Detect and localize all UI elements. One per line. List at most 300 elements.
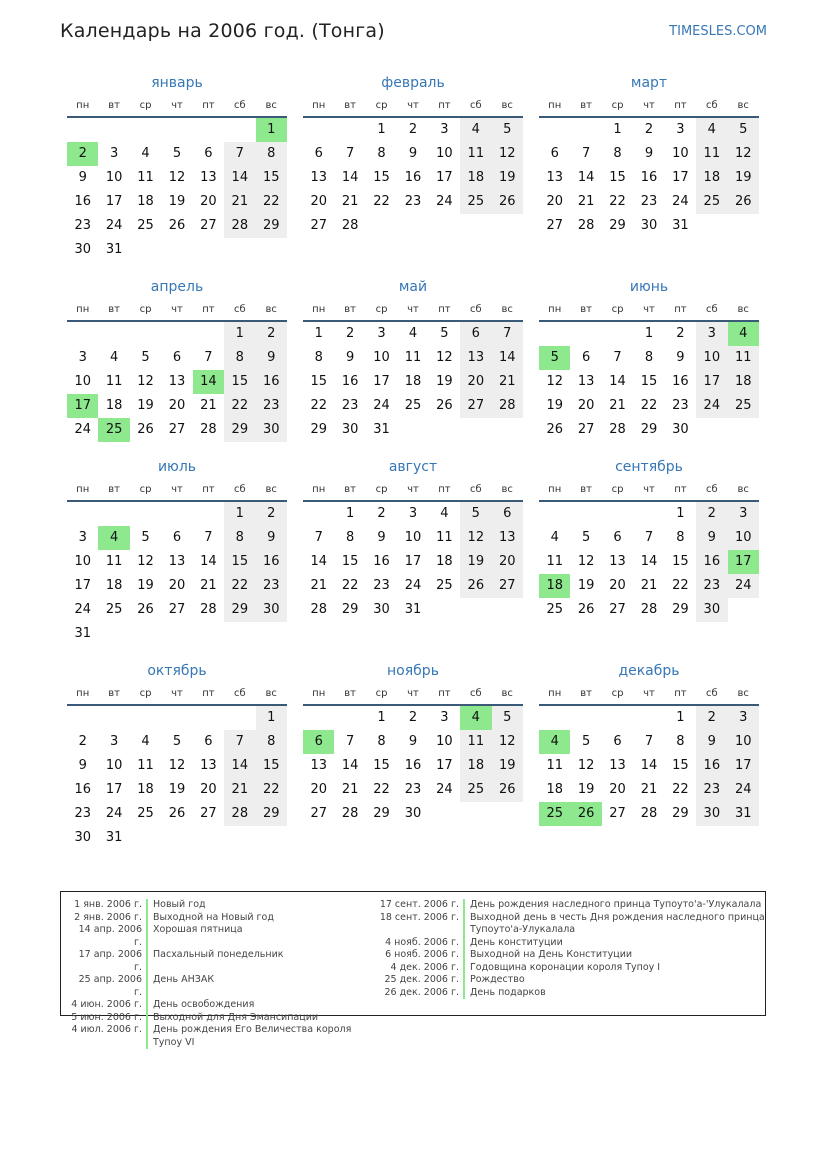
day-cell: 6 [172,530,182,545]
legend-row [69,912,351,925]
day-cell: 7 [613,350,622,365]
day-cell: 26 [137,602,154,617]
legend-row [377,974,765,987]
legend-holiday-name: День рождения наследного принца Тупоуто'а-'Улукалала [463,899,761,912]
day-cell: 22 [224,394,255,418]
day-cell: 27 [200,806,217,821]
month-block [303,72,523,262]
day-cell: 30 [256,418,287,442]
day-cell: 3 [440,710,449,725]
legend-date: 25 апр. 2006 г. [78,974,142,998]
day-cell: 18 [728,370,759,394]
legend-row [377,937,765,950]
day-cell: 12 [137,554,154,569]
day-cell: 9 [408,734,418,749]
weekday-label: вс [737,688,749,699]
day-cell: 10 [436,734,453,749]
day-cell: 21 [341,194,359,209]
day-cell: 20 [200,782,217,797]
empty-cell [98,118,129,142]
day-cell: 29 [672,602,689,617]
day-cell: 20 [310,194,327,209]
day-cell: 25 [728,394,759,418]
legend-holiday-name: Тупоуто'а-Улукалала [463,924,575,937]
day-cell: 15 [224,550,255,574]
day-cell: 29 [224,598,255,622]
day-cell: 10 [373,350,390,365]
day-cell: 5 [581,530,591,545]
weekday-label: сб [705,304,718,315]
day-cell: 25 [105,602,123,617]
day-cell: 19 [137,398,154,413]
day-cell: 8 [644,350,654,365]
month-block [539,660,759,850]
day-cell: 7 [345,146,355,161]
legend-date: 2 янв. 2006 г. [74,911,142,923]
weekday-label: вт [108,304,120,315]
day-cell: 5 [141,530,150,545]
weekday-label: пн [76,688,90,699]
day-cell: 15 [640,374,658,389]
day-cell: 20 [546,194,563,209]
day-cell: 1 [676,506,685,521]
day-cell: 26 [137,422,154,437]
weekday-label: вс [737,484,749,495]
weekday-label: сб [705,100,718,111]
month-name: октябрь [147,663,207,679]
legend-date: 14 апр. 2006 г. [78,924,142,948]
month-name: сентябрь [615,459,683,475]
day-cell: 29 [256,802,287,826]
day-cell: 15 [310,374,327,389]
month-block [67,276,287,442]
empty-cell [161,502,192,526]
day-cell: 23 [341,398,359,413]
weekday-header [303,480,523,502]
day-cell: 16 [256,550,287,574]
holiday-day-cell: 1 [256,118,287,142]
day-cell: 8 [676,530,685,545]
day-cell: 30 [373,602,390,617]
empty-cell [161,322,192,346]
day-cell: 28 [609,422,626,437]
month-name: ноябрь [387,663,439,679]
day-cell: 20 [168,398,186,413]
holiday-day-cell: 25 [539,802,570,826]
day-cell: 26 [492,190,523,214]
weekday-label: ср [375,484,388,495]
day-cell: 12 [577,554,595,569]
day-cell: 28 [341,218,359,233]
day-cell: 27 [609,602,626,617]
weekday-label: ср [139,100,152,111]
day-cell: 30 [696,598,727,622]
day-cell: 21 [341,782,359,797]
day-cell: 8 [613,146,622,161]
empty-cell [130,118,161,142]
weekday-label: вс [501,304,513,315]
day-cell: 27 [200,218,217,233]
day-cell: 27 [546,218,563,233]
day-cell: 16 [404,170,422,185]
day-cell: 12 [168,758,186,773]
day-cell: 16 [640,170,658,185]
legend-row [69,1024,351,1037]
day-grid [67,502,287,646]
day-cell: 3 [676,122,685,137]
holiday-day-cell: 18 [539,574,570,598]
day-cell: 12 [436,350,453,365]
day-cell: 29 [672,806,689,821]
day-cell: 16 [696,754,727,778]
day-cell: 3 [377,326,386,341]
day-cell: 19 [492,754,523,778]
month-block [303,276,523,442]
day-cell: 4 [408,326,418,341]
weekday-label: ср [611,484,624,495]
day-cell: 19 [728,166,759,190]
weekday-header [539,300,759,322]
empty-cell [570,322,601,346]
weekday-label: пт [202,304,215,315]
weekday-label: вс [265,484,277,495]
day-cell: 9 [256,526,287,550]
day-cell: 16 [341,374,359,389]
empty-cell [161,118,192,142]
empty-cell [539,322,570,346]
day-cell: 20 [460,370,491,394]
day-cell: 10 [105,758,123,773]
weekday-label: пт [674,100,687,111]
weekday-label: пт [202,100,215,111]
day-cell: 17 [696,370,727,394]
month-name: декабрь [618,663,680,679]
legend-holiday-name: Выходной для Дня Эмансипации [146,1012,318,1025]
day-cell: 11 [137,170,154,185]
legend-holiday-name: Годовщина коронации короля Тупоу I [463,962,660,975]
day-cell: 18 [105,578,123,593]
weekday-label: пт [438,688,451,699]
day-cell: 14 [200,554,217,569]
day-cell: 13 [577,374,595,389]
empty-cell [334,706,365,730]
day-cell: 16 [74,782,91,797]
day-cell: 18 [696,166,727,190]
day-cell: 23 [74,806,91,821]
legend-row [377,987,765,1000]
weekday-label: вс [265,100,277,111]
day-cell: 14 [224,166,255,190]
day-cell: 27 [310,806,327,821]
day-cell: 15 [224,370,255,394]
holiday-day-cell: 17 [728,550,759,574]
weekday-label: ср [375,688,388,699]
day-cell: 22 [609,194,626,209]
day-cell: 28 [492,394,523,418]
legend-holiday-name: Новый год [146,899,206,912]
day-cell: 30 [672,422,689,437]
month-name: июнь [629,279,669,295]
day-cell: 15 [609,170,626,185]
month-name: август [388,459,438,475]
empty-cell [303,706,334,730]
legend-date: 4 июл. 2006 г. [71,1024,142,1035]
empty-cell [98,706,129,730]
day-cell: 21 [640,578,658,593]
day-cell: 31 [105,242,123,257]
day-cell: 12 [492,142,523,166]
legend-row [377,949,765,962]
weekday-label: чт [643,484,655,495]
holiday-day-cell: 4 [460,706,491,730]
day-cell: 3 [78,350,87,365]
day-cell: 4 [550,530,559,545]
day-cell: 13 [310,758,327,773]
holiday-day-cell: 5 [539,346,570,370]
legend-date: 4 нояб. 2006 г. [385,936,459,948]
day-cell: 11 [696,142,727,166]
day-cell: 26 [168,218,186,233]
weekday-label: ср [139,688,152,699]
day-cell: 27 [577,422,595,437]
day-cell: 19 [546,398,563,413]
weekday-label: пн [312,100,326,111]
day-cell: 25 [404,398,422,413]
weekday-label: вт [344,100,356,111]
day-cell: 9 [78,758,87,773]
legend-date: 17 сент. 2006 г. [379,899,459,910]
day-cell: 6 [581,350,591,365]
day-cell: 23 [373,578,390,593]
day-cell: 20 [609,578,626,593]
day-cell: 4 [440,506,449,521]
day-cell: 26 [728,190,759,214]
day-cell: 21 [609,398,626,413]
weekday-label: сб [705,688,718,699]
day-cell: 17 [728,754,759,778]
day-grid [303,118,523,238]
day-grid [539,118,759,238]
weekday-label: пн [312,688,326,699]
empty-cell [193,322,224,346]
day-cell: 23 [640,194,658,209]
day-cell: 15 [373,758,390,773]
day-cell: 13 [200,170,217,185]
day-cell: 12 [728,142,759,166]
day-cell: 15 [672,554,689,569]
day-cell: 4 [109,350,119,365]
weekday-label: пн [76,304,90,315]
day-cell: 17 [436,758,453,773]
day-cell: 21 [640,782,658,797]
weekday-label: вс [501,100,513,111]
day-cell: 31 [672,218,689,233]
day-cell: 12 [492,730,523,754]
day-cell: 14 [609,374,626,389]
day-cell: 25 [696,190,727,214]
day-cell: 24 [728,574,759,598]
day-grid [303,322,523,442]
legend-holiday-name: День конституции [463,937,563,950]
legend-row [69,949,351,974]
empty-cell [633,502,664,526]
legend-holiday-name: Выходной на День Конституции [463,949,632,962]
empty-cell [303,502,334,526]
day-cell: 24 [105,218,123,233]
day-cell: 19 [577,782,595,797]
day-cell: 11 [460,142,491,166]
day-cell: 22 [224,574,255,598]
day-cell: 11 [460,730,491,754]
day-cell: 1 [345,506,355,521]
weekday-label: вс [265,304,277,315]
day-cell: 26 [460,574,491,598]
day-cell: 14 [640,554,658,569]
empty-cell [193,706,224,730]
empty-cell [334,118,365,142]
weekday-label: пн [548,484,562,495]
holiday-day-cell: 4 [728,322,759,346]
weekday-label: пт [438,100,451,111]
day-cell: 30 [696,802,727,826]
day-cell: 24 [672,194,689,209]
weekday-header [67,96,287,118]
day-cell: 13 [546,170,563,185]
day-cell: 31 [373,422,390,437]
day-cell: 15 [256,166,287,190]
day-cell: 19 [460,550,491,574]
day-cell: 11 [546,758,563,773]
month-name: апрель [150,279,204,295]
day-grid [303,502,523,622]
holiday-day-cell: 4 [98,526,129,550]
day-cell: 7 [644,530,654,545]
day-cell: 17 [436,170,453,185]
day-cell: 26 [436,398,453,413]
holiday-day-cell: 14 [193,370,224,394]
weekday-label: ср [375,304,388,315]
day-cell: 22 [672,578,689,593]
legend-holiday-name: Выходной день в честь Дня рождения наследного принца [463,912,765,925]
holiday-day-cell: 2 [67,142,98,166]
day-cell: 6 [204,734,213,749]
day-cell: 21 [224,778,255,802]
day-cell: 7 [644,734,654,749]
day-cell: 3 [728,502,759,526]
day-cell: 9 [345,350,355,365]
day-cell: 28 [640,602,658,617]
day-cell: 2 [696,706,727,730]
day-cell: 21 [492,370,523,394]
day-cell: 2 [377,506,386,521]
day-cell: 22 [373,194,390,209]
day-cell: 13 [609,758,626,773]
day-cell: 15 [672,758,689,773]
holiday-day-cell: 25 [98,418,129,442]
day-cell: 30 [341,422,359,437]
weekday-label: пт [674,304,687,315]
day-cell: 27 [310,218,327,233]
day-cell: 13 [168,374,186,389]
weekday-label: чт [407,100,419,111]
weekday-label: сб [233,100,246,111]
legend-holiday-name: Выходной на Новый год [146,912,274,925]
day-cell: 7 [204,350,213,365]
day-cell: 8 [345,530,355,545]
day-cell: 9 [256,346,287,370]
day-cell: 6 [613,734,622,749]
day-cell: 4 [141,734,150,749]
month-name: февраль [381,75,445,91]
empty-cell [570,502,601,526]
day-cell: 21 [224,190,255,214]
month-block [67,72,287,262]
weekday-label: сб [469,484,482,495]
day-cell: 28 [200,602,217,617]
day-cell: 18 [105,398,123,413]
day-cell: 11 [436,530,453,545]
day-cell: 21 [200,578,217,593]
day-cell: 6 [204,146,213,161]
month-name: январь [151,75,203,91]
day-cell: 28 [310,602,327,617]
day-cell: 27 [609,806,626,821]
holiday-legend [60,891,766,1048]
day-cell: 1 [314,326,323,341]
day-cell: 16 [74,194,91,209]
day-cell: 29 [310,422,327,437]
weekday-label: вт [580,304,592,315]
day-cell: 10 [728,526,759,550]
day-cell: 6 [172,350,182,365]
day-cell: 15 [341,554,359,569]
day-cell: 13 [168,554,186,569]
day-cell: 8 [676,734,685,749]
weekday-label: чт [171,100,183,111]
day-cell: 1 [377,710,386,725]
day-cell: 22 [640,398,658,413]
day-cell: 13 [609,554,626,569]
legend-holiday-name: День АНЗАК [146,974,214,999]
day-cell: 1 [224,502,255,526]
legend-date [377,924,463,937]
day-cell: 2 [696,502,727,526]
day-cell: 28 [224,802,255,826]
day-cell: 9 [676,350,685,365]
legend-row [377,924,765,937]
holiday-day-cell: 4 [539,730,570,754]
day-cell: 14 [310,554,327,569]
weekday-label: чт [407,304,419,315]
day-grid [67,706,287,850]
day-cell: 5 [141,350,150,365]
day-cell: 30 [404,806,422,821]
day-cell: 24 [373,398,390,413]
weekday-label: сб [233,484,246,495]
day-cell: 11 [404,350,422,365]
empty-cell [130,706,161,730]
day-cell: 10 [105,170,123,185]
day-cell: 7 [581,146,591,161]
empty-cell [67,502,98,526]
weekday-header [67,300,287,322]
day-cell: 5 [728,118,759,142]
site-link[interactable]: TIMESLES.COM [669,24,767,39]
day-cell: 13 [460,346,491,370]
day-cell: 2 [78,734,87,749]
day-cell: 22 [256,190,287,214]
weekday-header [539,684,759,706]
